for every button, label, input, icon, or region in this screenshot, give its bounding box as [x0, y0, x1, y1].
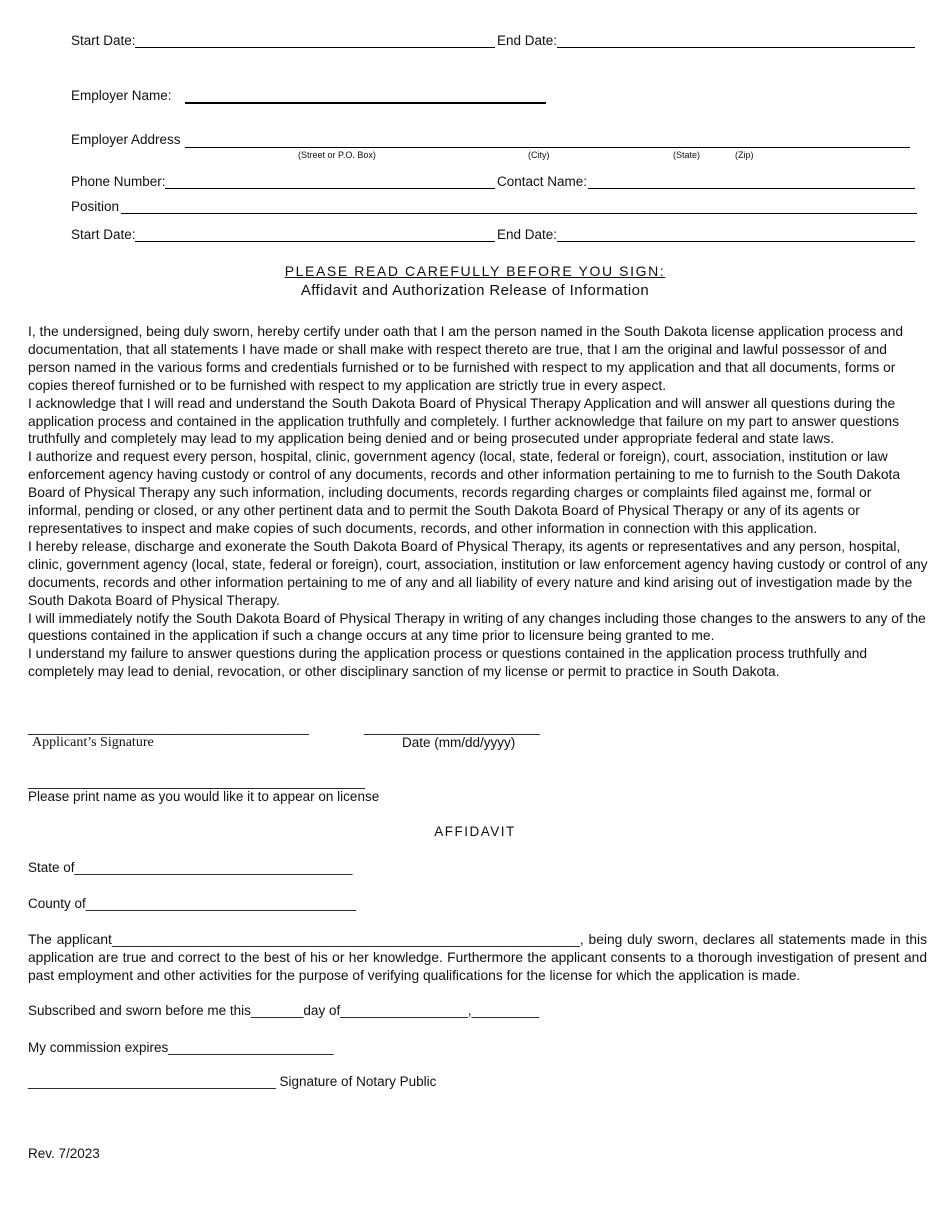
start-date-label-2: Start Date: — [71, 227, 136, 242]
applicant-statement: The applicant_____________________________________________________________, being duly sworn, declares all statements made in this application are true and correct to the best of his or her knowledge. Furthermore the applicant consents to a thorough investigation of present and past employment and other activities for the purpose of verifying qualifications for the license for which the application is made. — [28, 932, 927, 983]
phone-number-field[interactable] — [165, 188, 495, 189]
position-label: Position — [71, 199, 120, 214]
commission-expires-line[interactable]: My commission expires______________________ — [28, 1040, 334, 1055]
state-of-field[interactable]: State of_____________________________________ — [28, 860, 353, 875]
start-date-label: Start Date: — [71, 33, 136, 48]
release-paragraph-2: I acknowledge that I will read and understand the South Dakota Board of Physical Therapy Application and will answer all questions during the application process and contained in the application truthfully and completely. I further acknowledge that failure on my part to answer questions truthfully and completely may lead to my application being denied and or being prosecuted under appropriate federal and state laws. — [28, 395, 899, 447]
release-text — [28, 323, 928, 681]
employer-address-label: Employer Address — [71, 132, 181, 147]
release-paragraph-4: I hereby release, discharge and exonerate the South Dakota Board of Physical Therapy, its agents or representatives and any person, hospital, clinic, government agency (local, state, federal or foreign), court, association, institution or law enforcement agency having custody or control of any documents, records and other information pertaining to me of any and all liability of every nature and kind arising out of investigation made by the South Dakota Board of Physical Therapy. — [28, 538, 928, 608]
contact-name-field[interactable] — [588, 188, 915, 189]
notary-signature-line[interactable]: _________________________________ Signature of Notary Public — [28, 1074, 437, 1089]
release-paragraph-3: I authorize and request every person, hospital, clinic, government agency (local, state, federal or foreign), court, association, institution or law enforcement agency having custody or control of any documents, records and other information pertaining to me to furnish to the South Dakota Board of Physical Therapy any such information, including documents, records regarding charges or complaints filed against me, formal or informal, pending or closed, or any other pertinent data and to permit the South Dakota Board of Physical Therapy or any of its agents or representatives to inspect and make copies of such documents, records, and other information in connection with this application. — [28, 449, 900, 536]
release-paragraph-1: I, the undersigned, being duly sworn, hereby certify under oath that I am the person named in the South Dakota license application process and documentation, that all statements I have made or shall make with respect thereto are true, that I am the original and lawful possessor of and person named in the various forms and credentials furnished or to be furnished with respect to my application and that all documents, forms or copies thereof furnished or to be furnished with respect to my application are strictly true in every aspect. — [28, 324, 904, 393]
zip-hint: (Zip) — [735, 150, 754, 160]
position-field[interactable] — [121, 213, 917, 214]
applicant-signature-field[interactable]: ________________________________________ — [28, 720, 309, 735]
phone-number-label: Phone Number: — [71, 174, 166, 189]
release-paragraph-5: I will immediately notify the South Dakota Board of Physical Therapy in writing of any changes including those changes to the answers to any of the questions contained in the application if such a change occurs at any time prior to licensure being granted to me. — [28, 610, 926, 644]
release-paragraph-6: I understand my failure to answer questions during the application process or questions contained in the application process truthfully and completely may lead to denial, revocation, or other disciplinary sanction of my license or permit to practice in South Dakota. — [28, 646, 868, 680]
county-of-field[interactable]: County of____________________________________ — [28, 896, 357, 911]
subscribed-sworn-line[interactable]: Subscribed and sworn before me this_______day of_________________,_________ — [28, 1003, 540, 1018]
affidavit-heading: AFFIDAVIT — [434, 824, 516, 839]
state-hint: (State) — [673, 150, 701, 160]
employer-name-field[interactable] — [185, 102, 546, 104]
end-date-label-2: End Date: — [497, 227, 558, 242]
employer-address-field[interactable] — [185, 147, 910, 148]
affidavit-release-subheading: Affidavit and Authorization Release of Information — [300, 282, 650, 299]
applicant-signature-label: Applicant’s Signature — [32, 735, 154, 750]
end-date-field-2[interactable] — [557, 241, 915, 242]
date-label: Date (mm/dd/yyyy) — [402, 735, 516, 750]
read-carefully-heading: PLEASE READ CAREFULLY BEFORE YOU SIGN: — [284, 263, 666, 279]
date-field[interactable]: _________________________ — [364, 720, 540, 735]
city-hint: (City) — [528, 150, 550, 160]
print-name-field[interactable]: ________________________________________________ — [28, 774, 365, 789]
employer-name-label: Employer Name: — [71, 88, 172, 103]
street-hint: (Street or P.O. Box) — [298, 150, 376, 160]
contact-name-label: Contact Name: — [497, 174, 588, 189]
end-date-field[interactable] — [557, 47, 915, 48]
start-date-field-2[interactable] — [135, 241, 495, 242]
end-date-label: End Date: — [497, 33, 558, 48]
start-date-field[interactable] — [135, 47, 495, 48]
print-name-label: Please print name as you would like it to appear on license — [28, 789, 380, 804]
revision-label: Rev. 7/2023 — [28, 1146, 100, 1161]
